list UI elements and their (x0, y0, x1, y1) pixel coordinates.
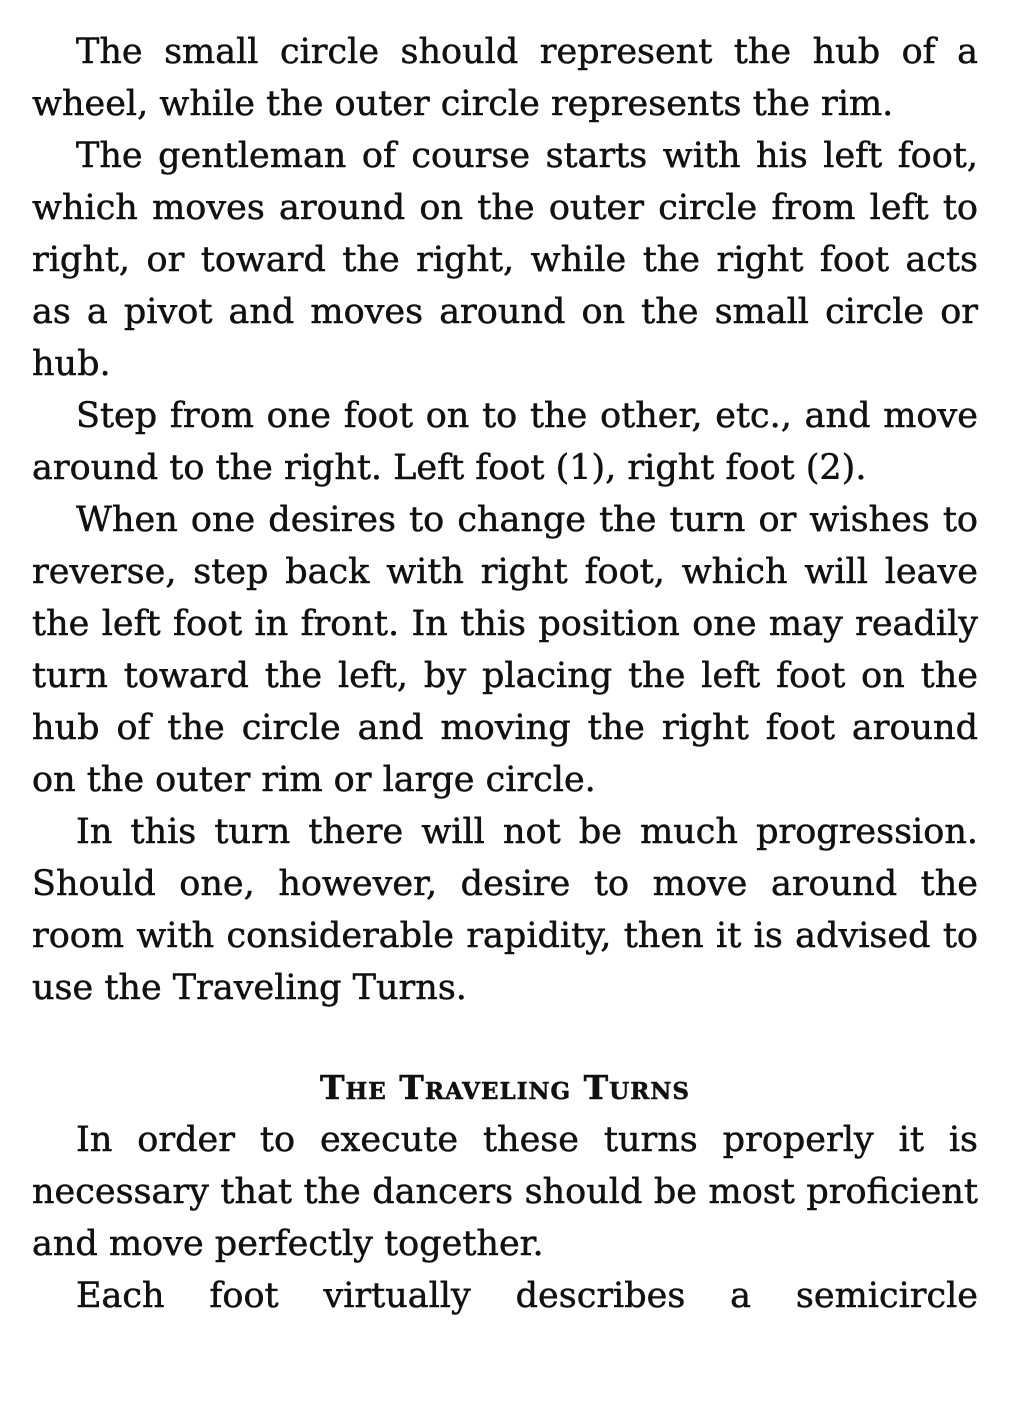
paragraph-progression: In this turn there will not be much progression. Should one, however, desire to move around the room with considerable rapidity, then it is advised to use the Traveling Turns. (32, 812, 978, 1008)
paragraph-proficiency: In order to execute these turns properly it is necessary that the dancers should be most proficient and move perfectly together. (32, 1120, 978, 1264)
paragraph-hub-and-rim: The small circle should represent the hub of a wheel, while the outer circle represents the rim. (32, 32, 978, 124)
paragraph-reverse-turn: When one desires to change the turn or wishes to reverse, step back with right foot, which will leave the left foot in front. In this position one may readily turn toward the left, by placing the left foot on the hub of the circle and moving the right foot around on the outer rim or large circle. (32, 500, 978, 800)
page-body (32, 26, 978, 1322)
section-heading: The Traveling Turns (320, 1068, 690, 1107)
paragraph-semicircle: Each foot virtually describes a semicircle (76, 1276, 978, 1316)
paragraph-step-around: Step from one foot on to the other, etc., and move around to the right. Left foot (1), right foot (2). (32, 396, 978, 488)
paragraph-left-foot-movement: The gentleman of course starts with his left foot, which moves around on the outer circle from left to right, or toward the right, while the right foot acts as a pivot and moves around on the small circle or hub. (32, 136, 978, 384)
